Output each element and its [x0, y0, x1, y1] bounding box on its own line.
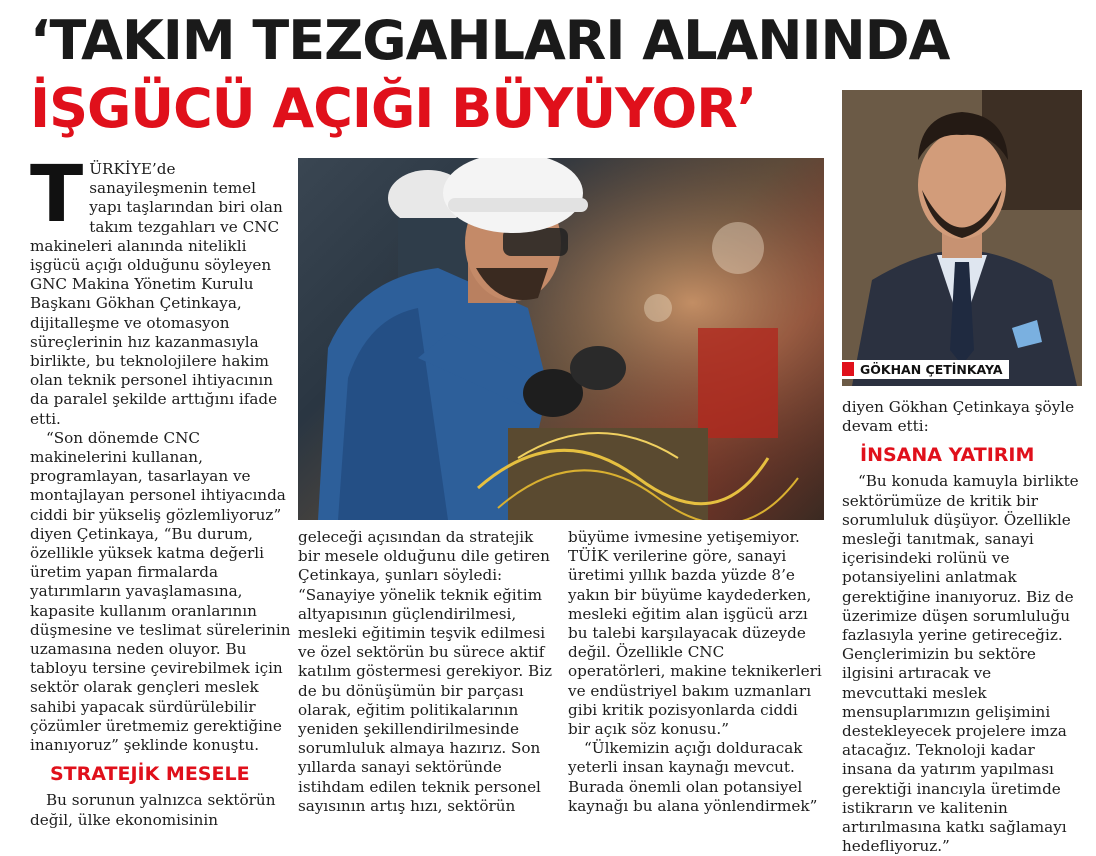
article-column-3: [568, 528, 824, 816]
caption-text: GÖKHAN ÇETİNKAYA: [860, 362, 1003, 377]
subheading-insana-yatirim: İNSANA YATIRIM: [860, 444, 1035, 467]
portrait-photo: [842, 90, 1082, 386]
col4-paragraph-1: diyen Gökhan Çetinkaya şöyle devam etti:: [842, 398, 1075, 436]
drop-cap: T: [30, 150, 84, 240]
worker-illustration: [298, 158, 824, 520]
col3-paragraph-2: “Ülkemizin açığı dolduracak yeterli insan kaynağı mevcut. Burada önemli olan potansiyel kaynağı bu alana yönlendirmek”: [568, 739, 818, 815]
col4-paragraph-2: “Bu konuda kamuyla birlikte sektörümüze de kritik bir sorumluluk düşüyor. Özellikle mesleği tanıtmak, sanayi içerisindeki rolünü ve potansiyelini anlatmak gerektiğine inanıyoruz. Biz de üzerimize düşen sorumluluğu fazlasıyla yerine getireceğiz. Gençlerimizin bu sektöre ilgisini artıracak ve mevcuttaki meslek mensuplarımızın gelişimini destekleyecek projelere imza atacağız. Teknoloji kadar insana da yatırım yapılması gerektiği inancıyla üretimde istikrarın ve kalitenin artırılmasına katkı sağlamayı hedefliyoruz.”: [842, 472, 1079, 856]
caption-marker: [842, 362, 854, 376]
col2-paragraph-1: geleceği açısından da stratejik bir mesele olduğunu dile getiren Çetinkaya, şunları söyledi:: [298, 528, 550, 585]
col3-paragraph-1: büyüme ivmesine yetişemiyor. TÜİK verilerine göre, sanayi üretimi yıllık bazda yüzde 8’e yakın bir büyüme kaydederken, mesleki eğitim alan işgücü arzı bu talebi karşılayacak düzeyde değil. Özellikle CNC operatörleri, makine teknikerleri ve endüstriyel bakım uzmanları gibi kritik pozisyonlarda ciddi bir açık söz konusu.”: [568, 528, 822, 739]
article-column-4: [842, 398, 1080, 856]
subheading-stratejik-mesele: STRATEJİK MESELE: [50, 763, 250, 786]
col2-paragraph-2: “Sanayiye yönelik teknik eğitim altyapısının güçlendirilmesi, mesleki eğitimin teşvik edilmesi ve özel sektörün bu sürece aktif katılım göstermesi gerekiyor. Biz de bu dönüşümün bir parçası olarak, eğitim politikalarının yeniden şekillendirilmesinde sorumluluk almaya hazırız. Son yıllarda sanayi sektöründe istihdam edilen teknik personel sayısının artış hızı, sektörün: [298, 585, 553, 815]
portrait-illustration: [842, 90, 1082, 386]
headline-line-2: İŞGÜCÜ AÇIĞI BÜYÜYOR’: [30, 77, 757, 140]
worker-photo: [298, 158, 824, 520]
col1-paragraph-1: ÜRKİYE’de sanayileşmenin temel yapı taşlarından biri olan takım tezgahları ve CNC makineleri alanında nitelikli işgücü açığı olduğunu söyleyen GNC Makina Yönetim Kurulu Başkanı Gökhan Çetinkaya, dijitalleşme ve otomasyon süreçlerinin hız kazanmasıyla birlikte, bu teknolojilere hakim olan teknik personel ihtiyacının da paralel şekilde arttığını ifade etti.: [30, 160, 283, 428]
article-column-1: [30, 150, 292, 830]
headline-line-1: ‘TAKIM TEZGAHLARI ALANINDA: [30, 9, 950, 72]
col1-paragraph-3: Bu sorunun yalnızca sektörün değil, ülke ekonomisinin: [30, 791, 276, 829]
photo-caption: [842, 360, 1009, 379]
article-column-2: [298, 528, 553, 816]
col1-paragraph-2: “Son dönemde CNC makinelerini kullanan, programlayan, tasarlayan ve montajlayan personel ihtiyacında ciddi bir yükseliş gözlemliyoruz” diyen Çetinkaya, “Bu durum, özellikle yüksek katma değerli üretim yapan firmalarda yatırımların yavaşlamasına, kapasite kullanım oranlarının düşmesine ve teslimat sürelerinin uzamasına neden oluyor. Bu tabloyu tersine çevirebilmek için sektör olarak gençleri meslek sahibi yapacak sürdürülebilir çözümler üretmemiz gerektiğine inanıyoruz” şeklinde konuştu.: [30, 428, 291, 755]
